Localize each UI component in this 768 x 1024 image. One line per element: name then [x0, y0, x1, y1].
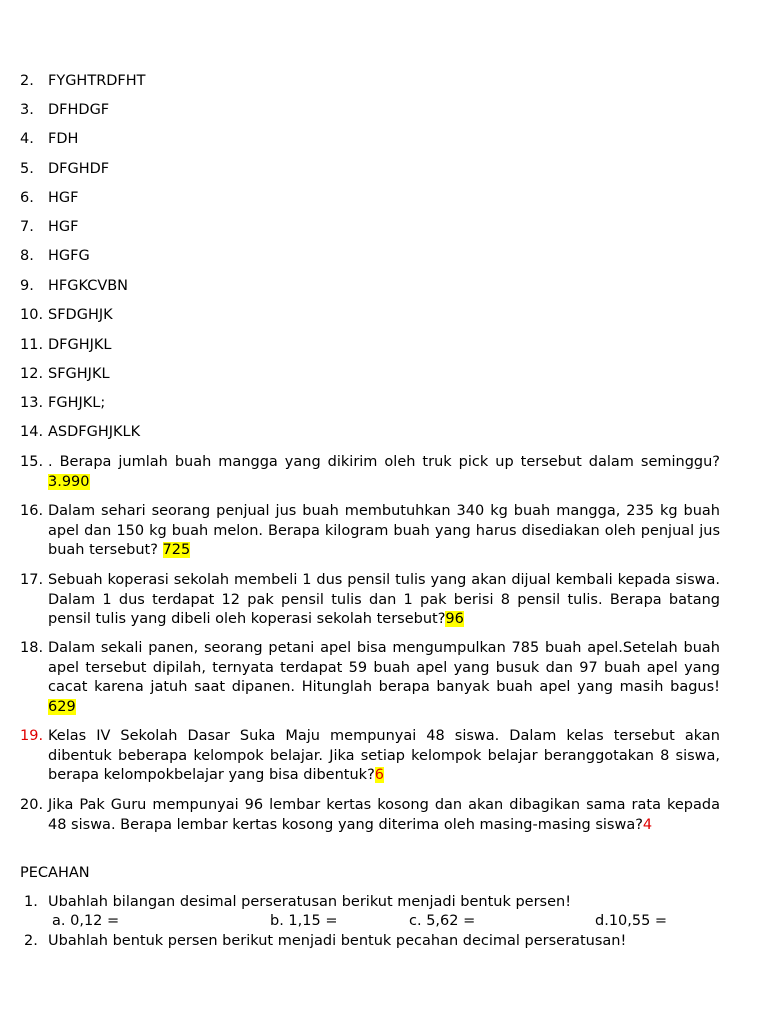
list-item: 14. ASDFGHJKLK	[20, 424, 141, 440]
list-item: 4. FDH	[20, 131, 79, 147]
question-20: 20. Jika Pak Guru mempunyai 96 lembar kertas kosong dan akan dibagikan sama rata kepada 48 siswa. Berapa lembar kertas kosong yang diterima oleh masing-masing siswa?4	[20, 797, 720, 833]
question-text: Sebuah koperasi sekolah membeli 1 dus pensil tulis yang akan dijual kembali kepada siswa. Dalam 1 dus terdapat 12 pak pensil tulis dan 1 pak berisi 8 pensil tulis. Berapa batang pensil tulis yang dibeli oleh koperasi sekolah tersebut?	[48, 572, 720, 627]
list-item: 5. DFGHDF	[20, 161, 110, 177]
question-17: 17. Sebuah koperasi sekolah membeli 1 dus pensil tulis yang akan dijual kembali kepada siswa. Dalam 1 dus terdapat 12 pak pensil tulis dan 1 pak berisi 8 pensil tulis. Berapa batang pensil tulis yang dibeli oleh koperasi sekolah tersebut?96	[20, 572, 720, 627]
question-text: . Berapa jumlah buah mangga yang dikirim oleh truk pick up tersebut dalam seminggu?	[48, 454, 720, 470]
list-item: 6. HGF	[20, 190, 79, 206]
answer-highlight: 3.990	[48, 473, 90, 490]
pecahan-question-1: 1. Ubahlah bilangan desimal perseratusan berikut menjadi bentuk persen!	[24, 894, 572, 910]
list-item: 7. HGF	[20, 219, 79, 235]
answer-highlight: 725	[162, 542, 191, 558]
question-text: Dalam sehari seorang penjual jus buah membutuhkan 340 kg buah mangga, 235 kg buah apel dan 150 kg buah melon. Berapa kilogram buah yang harus disediakan oleh penjual jus buah tersebut?	[48, 503, 720, 558]
answer-text: 4	[642, 816, 653, 833]
list-item: 13. FGHJKL;	[20, 395, 106, 411]
option-a: a. 0,12 =	[52, 913, 120, 929]
question-text: Dalam sekali panen, seorang petani apel bisa mengumpulkan 785 buah apel.Setelah buah apel tersebut dipilah, ternyata terdapat 59 buah apel yang busuk dan 97 buah apel yang cacat karena jatuh saat dipanen. Hitunglah berapa banyak buah apel yang masih bagus!	[48, 640, 720, 695]
option-c: c. 5,62 =	[409, 913, 476, 929]
list-item: 3. DFHDGF	[20, 102, 110, 118]
question-15: 15. . Berapa jumlah buah mangga yang dikirim oleh truk pick up tersebut dalam seminggu?3.990	[20, 454, 720, 490]
question-text: Kelas IV Sekolah Dasar Suka Maju mempunyai 48 siswa. Dalam kelas tersebut akan dibentuk beberapa kelompok belajar. Jika setiap kelompok belajar beranggotakan 8 siswa, berapa kelompokbelajar yang bisa dibentuk?	[48, 728, 720, 783]
answer-highlight: 629	[48, 698, 76, 715]
option-d: d.10,55 =	[595, 913, 668, 929]
section-heading: PECAHAN	[20, 865, 90, 881]
option-b: b. 1,15 =	[270, 913, 338, 929]
list-item: 12. SFGHJKL	[20, 366, 110, 382]
answer-highlight: 96	[445, 611, 464, 627]
answer-highlight: 6	[374, 767, 384, 783]
list-item: 10. SFDGHJK	[20, 307, 113, 323]
list-item: 2. FYGHTRDFHT	[20, 73, 146, 89]
list-item: 8. HGFG	[20, 248, 90, 264]
question-19: 19. Kelas IV Sekolah Dasar Suka Maju mempunyai 48 siswa. Dalam kelas tersebut akan dibentuk beberapa kelompok belajar. Jika setiap kelompok belajar beranggotakan 8 siswa, berapa kelompokbelajar yang bisa dibentuk?6	[20, 728, 720, 783]
list-item: 11. DFGHJKL	[20, 337, 112, 353]
question-16: 16. Dalam sehari seorang penjual jus buah membutuhkan 340 kg buah mangga, 235 kg buah apel dan 150 kg buah melon. Berapa kilogram buah yang harus disediakan oleh penjual jus buah tersebut? 725	[20, 503, 720, 558]
question-18: 18. Dalam sekali panen, seorang petani apel bisa mengumpulkan 785 buah apel.Setelah buah apel tersebut dipilah, ternyata terdapat 59 buah apel yang busuk dan 97 buah apel yang cacat karena jatuh saat dipanen. Hitunglah berapa banyak buah apel yang masih bagus! 629	[20, 640, 720, 715]
pecahan-question-2: 2. Ubahlah bentuk persen berikut menjadi bentuk pecahan decimal perseratusan!	[24, 933, 627, 949]
list-item: 9. HFGKCVBN	[20, 278, 129, 294]
question-text: Jika Pak Guru mempunyai 96 lembar kertas kosong dan akan dibagikan sama rata kepada 48 siswa. Berapa lembar kertas kosong yang diterima oleh masing-masing siswa?	[48, 797, 720, 833]
